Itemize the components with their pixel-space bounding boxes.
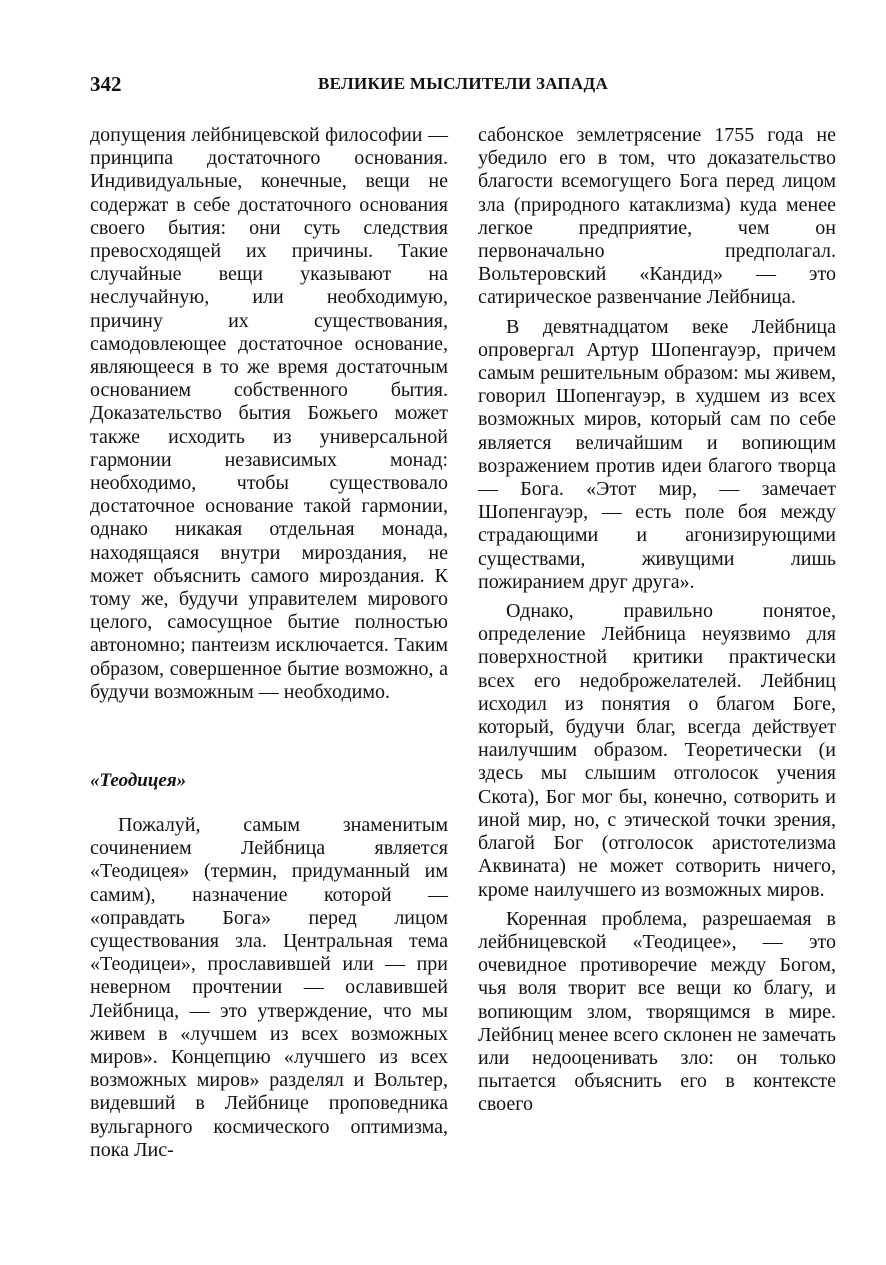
running-title: ВЕЛИКИЕ МЫСЛИТЕЛИ ЗАПАДА [318,74,609,93]
left-column-lower [90,814,448,1162]
left-paragraph-1: допущения лейбницевской философии — принципа достаточного основания. Индивидуальные, конечные, вещи не содержат в себе достаточного основания своего бытия: они суть следствия превосходящей их причины. Такие случайные вещи указывают на неслучайную, или необходимую, причину их существования, самодовлеющее достаточное основание, являющееся в то же время достаточным основанием собственного бытия. Доказательство бытия Божьего может также исходить из универсальной гармонии независимых монад: необходимо, чтобы существовало достаточное основание такой гармонии, однако никакая отдельная монада, находящаяся внутри мироздания, не может объяснить самого мироздания. К тому же, будучи управителем мирового целого, самосущное бытие полностью автономно; пантеизм исключается. Таким образом, совершенное бытие возможно, а будучи возможным — необходимо. [90,124,448,703]
page-header [90,72,838,102]
right-column [478,124,836,1117]
left-paragraph-2: Пожалуй, самым знаменитым сочинением Лейбница является «Теодицея» (термин, придуманный им самим), назначение которой — «оправдать Бога» перед лицом существования зла. Центральная тема «Теодицеи», прославившей или — при неверном прочтении — ославившей Лейбница, — это утверждение, что мы живем в «лучшем из всех возможных миров». Концепцию «лучшего из всех возможных миров» разделял и Вольтер, видевший в Лейбнице проповедника вульгарного космического оптимизма, пока Лис- [90,814,448,1161]
right-paragraph-2: В девятнадцатом веке Лейбница опровергал Артур Шопенгауэр, причем самым решительным образом: мы живем, говорил Шопенгауэр, в худшем из всех возможных миров, который сам по себе является величайшим и вопиющим возражением против идеи благого творца — Бога. «Этот мир, — замечает Шопенгауэр, — есть поле боя между страдающими и агонизирующими существами, живущими лишь пожиранием друг друга». [478,315,836,593]
right-paragraph-1: сабонское землетрясение 1755 года не убедило его в том, что доказательство благости всемогущего Бога перед лицом зла (природного катаклизма) куда менее легкое предприятие, чем он первоначально предполагал. Вольтеровский «Кандид» — это сатирическое развенчание Лейбница. [478,124,836,309]
right-paragraph-4: Коренная проблема, разрешаемая в лейбницевской «Теодицее», — это очевидное противоречие между Богом, чья воля творит все вещи ко благу, и вопиющим злом, творящимся в мире. Лейбниц менее всего склонен не замечать или недооценивать зло: он только пытается объяснить его в контексте своего [478,907,836,1116]
page-number: 342 [90,72,122,96]
right-paragraph-3: Однако, правильно понятое, определение Лейбница неуязвимо для поверхностной критики практически всех его недоброжелателей. Лейбниц исходил из понятия о благом Боге, который, будучи благ, всегда действует наилучшим образом. Теоретически (и здесь мы слышим отголосок учения Скота), Бог мог бы, конечно, сотворить и иной мир, но, с этической точки зрения, благой Бог (отголосок аристотелизма Аквината) не может сотворить ничего, кроме наилучшего из возможных миров. [478,600,836,901]
left-column [90,124,448,704]
section-heading: «Теодицея» [90,770,187,791]
